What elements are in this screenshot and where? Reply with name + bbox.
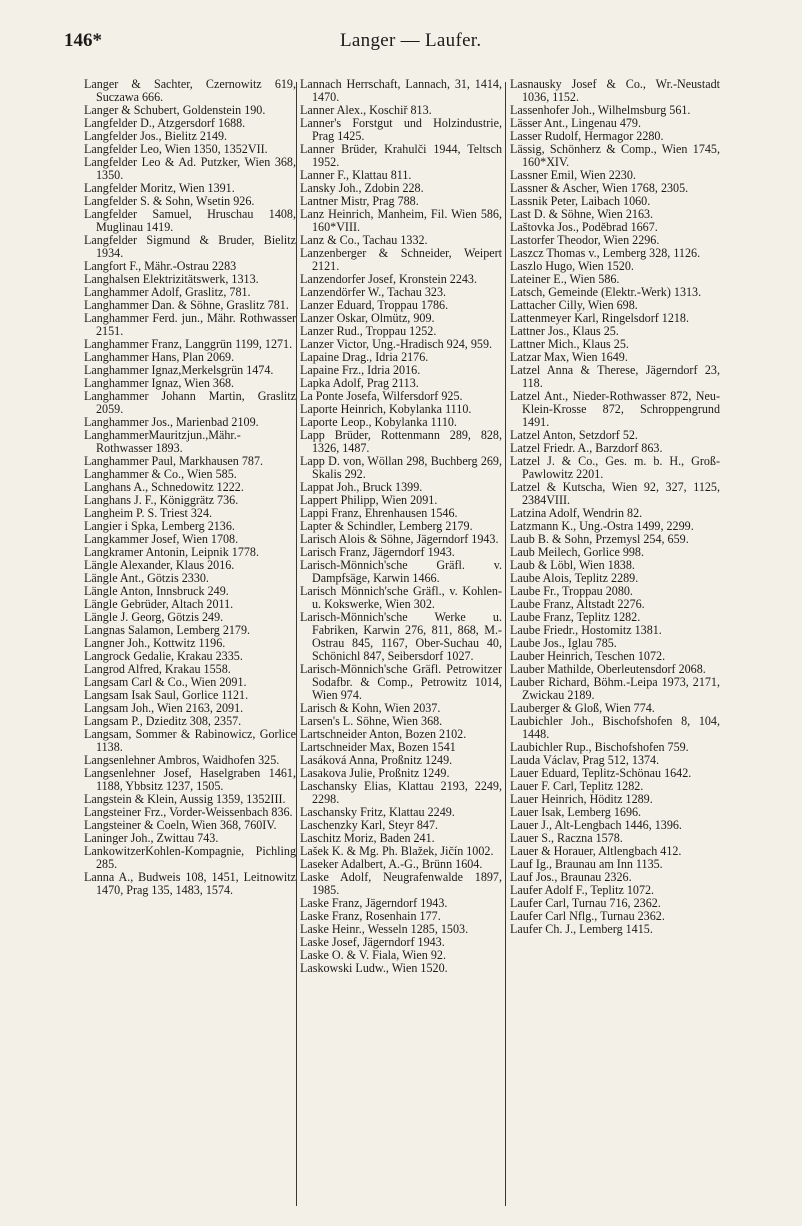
directory-entry: Langsenlehner Ambros, Waidhofen 325. bbox=[84, 753, 280, 767]
directory-entry: Lauf Jos., Braunau 2326. bbox=[510, 870, 632, 884]
directory-entry: Laštovka Jos., Poděbrad 1667. bbox=[510, 220, 658, 234]
directory-entry: Längle Gebrüder, Altach 2011. bbox=[84, 597, 234, 611]
directory-entry: Lassenhofer Joh., Wilhelmsburg 561. bbox=[510, 103, 691, 117]
directory-entry: Langrod Alfred, Krakau 1558. bbox=[84, 662, 231, 676]
directory-entry: Längle Alexander, Klaus 2016. bbox=[84, 558, 235, 572]
directory-entry: Lasáková Anna, Proßnitz 1249. bbox=[300, 753, 453, 767]
directory-entry: Laseker Adalbert, A.-G., Brünn 1604. bbox=[300, 857, 483, 871]
directory-entry: Langhans J. F., Königgrätz 736. bbox=[84, 493, 239, 507]
directory-entry: Latzel Anton, Setzdorf 52. bbox=[510, 428, 638, 442]
directory-entry: Laube Fr., Troppau 2080. bbox=[510, 584, 633, 598]
directory-entry: Latzmann K., Ung.-Ostra 1499, 2299. bbox=[510, 519, 694, 533]
directory-entry: Latzel Friedr. A., Barzdorf 863. bbox=[510, 441, 663, 455]
directory-entry: Lauberger & Gloß, Wien 774. bbox=[510, 701, 655, 715]
directory-entry: Langfelder Sigmund & Bruder, Bielitz 1934. bbox=[84, 233, 296, 260]
directory-entry: Lannach Herrschaft, Lannach, 31, 1414, 1470. bbox=[300, 78, 502, 104]
directory-entry: Langhammer Ferd. jun., Mähr. Rothwasser 2151. bbox=[84, 311, 296, 338]
directory-entry: Langnas Salamon, Lemberg 2179. bbox=[84, 623, 251, 637]
directory-entry: Lauer Isak, Lemberg 1696. bbox=[510, 805, 642, 819]
directory-entry: Latzina Adolf, Wendrin 82. bbox=[510, 506, 643, 520]
directory-entry: Laporte Heinrich, Kobylanka 1110. bbox=[300, 402, 472, 416]
directory-entry: Lauber Richard, Böhm.-Leipa 1973, 2171, Zwickau 2189. bbox=[510, 675, 720, 702]
directory-entry: Langner Joh., Kottwitz 1196. bbox=[84, 636, 226, 650]
column-1 bbox=[84, 78, 296, 1208]
directory-entry: LankowitzerKohlen-Kompagnie, Pichling 285. bbox=[84, 844, 296, 871]
directory-entry: Laschenzky Karl, Steyr 847. bbox=[300, 818, 439, 832]
directory-entry: Lanzer Victor, Ung.-Hradisch 924, 959. bbox=[300, 337, 493, 351]
directory-entry: Lanner Brüder, Krahulči 1944, Teltsch 1952. bbox=[300, 142, 502, 169]
directory-entry: Langsam Joh., Wien 2163, 2091. bbox=[84, 701, 244, 715]
directory-entry: Larisch-Mönnich'sche Werke u. Fabriken, Karwin 276, 811, 868, M.-Ostrau 845, 1167, Ober-Suchau 40, Schönichl 847, Seibersdorf 1027. bbox=[300, 610, 502, 663]
directory-entry: Lattacher Cilly, Wien 698. bbox=[510, 298, 638, 312]
directory-entry: Langhammer Franz, Langgrün 1199, 1271. bbox=[84, 337, 293, 351]
directory-entry: Larisch & Kohn, Wien 2037. bbox=[300, 701, 441, 715]
directory-entry: Lauber Heinrich, Teschen 1072. bbox=[510, 649, 666, 663]
directory-entry: Lauer J., Alt-Lengbach 1446, 1396. bbox=[510, 818, 682, 832]
directory-entry: Larisch Franz, Jägerndorf 1943. bbox=[300, 545, 455, 559]
directory-entry: Lanz Heinrich, Manheim, Fil. Wien 586, 160*VIII. bbox=[300, 207, 502, 234]
directory-entry: Laufer Carl Nflg., Turnau 2362. bbox=[510, 909, 665, 923]
directory-entry: Lanzendorfer Josef, Kronstein 2243. bbox=[300, 272, 477, 286]
directory-entry: Lanzendörfer W., Tachau 323. bbox=[300, 285, 447, 299]
column-divider bbox=[296, 82, 297, 1206]
directory-entry: Langfelder S. & Sohn, Wsetin 926. bbox=[84, 194, 255, 208]
directory-entry: Lattner Jos., Klaus 25. bbox=[510, 324, 619, 338]
directory-entry: Langhammer Ignaz, Wien 368. bbox=[84, 376, 235, 390]
directory-entry: Latzel J. & Co., Ges. m. b. H., Groß-Pawlowitz 2201. bbox=[510, 454, 720, 481]
directory-entry: Lanna A., Budweis 108, 1451, Leitnowitz 1470, Prag 135, 1483, 1574. bbox=[84, 870, 296, 897]
directory-entry: Lanzer Eduard, Troppau 1786. bbox=[300, 298, 449, 312]
directory-entry: Lateiner E., Wien 586. bbox=[510, 272, 620, 286]
directory-entry: Lassner & Ascher, Wien 1768, 2305. bbox=[510, 181, 689, 195]
directory-entry: Lauer Heinrich, Höditz 1289. bbox=[510, 792, 653, 806]
page-header bbox=[0, 30, 802, 58]
directory-entry: Laske Heinr., Wesseln 1285, 1503. bbox=[300, 922, 469, 936]
directory-entry: Längle J. Georg, Götzis 249. bbox=[84, 610, 224, 624]
directory-entry: Langer & Schubert, Goldenstein 190. bbox=[84, 103, 266, 117]
directory-entry: Lanz & Co., Tachau 1332. bbox=[300, 233, 428, 247]
directory-entry: Langsam Isak Saul, Gorlice 1121. bbox=[84, 688, 249, 702]
directory-entry: Lastorfer Theodor, Wien 2296. bbox=[510, 233, 660, 247]
directory-entry: LanghammerMauritzjun.,Mähr.-Rothwasser 1893. bbox=[84, 428, 241, 455]
directory-entry: Lauer F. Carl, Teplitz 1282. bbox=[510, 779, 644, 793]
directory-entry: Lantner Mistr, Prag 788. bbox=[300, 194, 419, 208]
directory-entry: Lauer Eduard, Teplitz-Schönau 1642. bbox=[510, 766, 692, 780]
directory-entry: Laske O. & V. Fiala, Wien 92. bbox=[300, 948, 446, 962]
directory-entry: Lässer Ant., Lingenau 479. bbox=[510, 116, 641, 130]
column-3 bbox=[510, 78, 720, 1208]
directory-entry: Lauer & Horauer, Altlengbach 412. bbox=[510, 844, 682, 858]
directory-entry: La Ponte Josefa, Wilfersdorf 925. bbox=[300, 389, 463, 403]
directory-entry: Lansky Joh., Zdobin 228. bbox=[300, 181, 424, 195]
directory-entry: Längle Ant., Götzis 2330. bbox=[84, 571, 209, 585]
directory-entry: Latzar Max, Wien 1649. bbox=[510, 350, 628, 364]
directory-entry: Langhammer Dan. & Söhne, Graslitz 781. bbox=[84, 298, 289, 312]
directory-entry: Lanzer Oskar, Olmütz, 909. bbox=[300, 311, 435, 325]
directory-entry: Lattenmeyer Karl, Ringelsdorf 1218. bbox=[510, 311, 690, 325]
directory-entry: Lauda Václav, Prag 512, 1374. bbox=[510, 753, 660, 767]
directory-entry: Laschansky Fritz, Klattau 2249. bbox=[300, 805, 455, 819]
directory-entry: Langhalsen Elektrizitätswerk, 1313. bbox=[84, 272, 259, 286]
directory-entry: Langhammer Johann Martin, Graslitz 2059. bbox=[84, 389, 296, 416]
directory-entry: Langhans A., Schnedowitz 1222. bbox=[84, 480, 244, 494]
directory-entry: Lanzenberger & Schneider, Weipert 2121. bbox=[300, 246, 502, 273]
directory-entry: Langheim P. S. Triest 324. bbox=[84, 506, 213, 520]
directory-entry: Laschitz Moriz, Baden 241. bbox=[300, 831, 435, 845]
directory-entry: Latsch, Gemeinde (Elektr.-Werk) 1313. bbox=[510, 285, 702, 299]
directory-entry: Langier i Spka, Lemberg 2136. bbox=[84, 519, 235, 533]
directory-entry: Lassner Emil, Wien 2230. bbox=[510, 168, 636, 182]
column-2 bbox=[300, 78, 502, 1208]
directory-entry: Lasnausky Josef & Co., Wr.-Neustadt 1036, 1152. bbox=[510, 78, 720, 104]
directory-entry: Lapka Adolf, Prag 2113. bbox=[300, 376, 419, 390]
directory-entry: Laske Franz, Jägerndorf 1943. bbox=[300, 896, 448, 910]
directory-entry: Lassnik Peter, Laibach 1060. bbox=[510, 194, 651, 208]
directory-entry: Langhammer Jos., Marienbad 2109. bbox=[84, 415, 259, 429]
directory-entry: Langfelder Leo & Ad. Putzker, Wien 368, 1350. bbox=[84, 155, 296, 182]
directory-entry: Lauf Ig., Braunau am Inn 1135. bbox=[510, 857, 663, 871]
directory-entry: Langhammer Hans, Plan 2069. bbox=[84, 350, 235, 364]
directory-entry: Laubichler Rup., Bischofshofen 759. bbox=[510, 740, 689, 754]
directory-entry: Lapter & Schindler, Lemberg 2179. bbox=[300, 519, 473, 533]
directory-entry: Larisch Mönnich'sche Gräfl., v. Kohlen- u. Kokswerke, Wien 302. bbox=[300, 584, 502, 611]
directory-entry: Lappi Franz, Ehrenhausen 1546. bbox=[300, 506, 458, 520]
directory-entry: Lapaine Frz., Idria 2016. bbox=[300, 363, 421, 377]
directory-entry: Laube Alois, Teplitz 2289. bbox=[510, 571, 639, 585]
directory-entry: Laske Josef, Jägerndorf 1943. bbox=[300, 935, 445, 949]
directory-entry: Lässig, Schönherz & Comp., Wien 1745, 160*XIV. bbox=[510, 142, 720, 169]
directory-entry: Langsam, Sommer & Rabinowicz, Gorlice 1138. bbox=[84, 727, 296, 754]
directory-entry: Lappert Philipp, Wien 2091. bbox=[300, 493, 438, 507]
directory-entry: Larisch Alois & Söhne, Jägerndorf 1943. bbox=[300, 532, 499, 546]
directory-entry: Laporte Leop., Kobylanka 1110. bbox=[300, 415, 457, 429]
directory-entry: Langfelder Samuel, Hruschau 1408, Muglinau 1419. bbox=[84, 207, 296, 234]
directory-entry: Laube Franz, Altstadt 2276. bbox=[510, 597, 645, 611]
directory-entry: Langhammer Ignaz,Merkelsgrün 1474. bbox=[84, 363, 274, 377]
directory-entry: Langfort F., Mähr.-Ostrau 2283 bbox=[84, 259, 237, 273]
directory-entry: Last D. & Söhne, Wien 2163. bbox=[510, 207, 654, 221]
directory-entry: Längle Anton, Innsbruck 249. bbox=[84, 584, 229, 598]
directory-entry: Lasakova Julie, Proßnitz 1249. bbox=[300, 766, 450, 780]
directory-entry: Lappat Joh., Bruck 1399. bbox=[300, 480, 423, 494]
directory-entry: Larisch-Mönnich'sche Gräfl. Petrowitzer Sodafbr. & Comp., Petrowitz 1014, Wien 974. bbox=[300, 662, 502, 702]
directory-entry: Lasser Rudolf, Hermagor 2280. bbox=[510, 129, 664, 143]
page-number: 146* bbox=[64, 30, 102, 51]
directory-entry: Langhammer Adolf, Graslitz, 781. bbox=[84, 285, 251, 299]
directory-entry: Laub Meilech, Gorlice 998. bbox=[510, 545, 644, 559]
directory-entry: Lašek K. & Mg. Ph. Blažek, Jičín 1002. bbox=[300, 844, 494, 858]
directory-entry: Larsen's L. Söhne, Wien 368. bbox=[300, 714, 443, 728]
directory-entry: Lapp Brüder, Rottenmann 289, 828, 1326, 1487. bbox=[300, 428, 502, 455]
directory-entry: Larisch-Mönnich'sche Gräfl. v. Dampfsäge, Karwin 1466. bbox=[300, 558, 502, 585]
directory-entry: Laufer Adolf F., Teplitz 1072. bbox=[510, 883, 655, 897]
directory-entry: Lanner's Forstgut und Holzindustrie, Prag 1425. bbox=[300, 116, 502, 143]
directory-entry: Laufer Carl, Turnau 716, 2362. bbox=[510, 896, 661, 910]
directory-entry: Latzel & Kutscha, Wien 92, 327, 1125, 2384VIII. bbox=[510, 480, 720, 507]
directory-entry: Langer & Sachter, Czernowitz 619, Suczawa 666. bbox=[84, 78, 296, 104]
directory-entry: Lapaine Drag., Idria 2176. bbox=[300, 350, 429, 364]
directory-entry: Langfelder Jos., Bielitz 2149. bbox=[84, 129, 228, 143]
directory-entry: Laub B. & Sohn, Przemysl 254, 659. bbox=[510, 532, 689, 546]
directory-entry: Laufer Ch. J., Lemberg 1415. bbox=[510, 922, 653, 936]
directory-entry: Lanner F., Klattau 811. bbox=[300, 168, 412, 182]
directory-entry: Laskowski Ludw., Wien 1520. bbox=[300, 961, 448, 975]
directory-entry: Langsenlehner Josef, Haselgraben 1461, 1188, Ybbsitz 1237, 1505. bbox=[84, 766, 296, 793]
directory-entry: Langkammer Josef, Wien 1708. bbox=[84, 532, 239, 546]
directory-entry: Lattner Mich., Klaus 25. bbox=[510, 337, 629, 351]
directory-entry: Laub & Löbl, Wien 1838. bbox=[510, 558, 635, 572]
directory-entry: Langkramer Antonin, Leipnik 1778. bbox=[84, 545, 259, 559]
directory-entry: Langstein & Klein, Aussig 1359, 1352III. bbox=[84, 792, 286, 806]
column-divider bbox=[505, 82, 506, 1206]
directory-entry: Latzel Anna & Therese, Jägerndorf 23, 118. bbox=[510, 363, 720, 390]
directory-entry: Lartschneider Anton, Bozen 2102. bbox=[300, 727, 467, 741]
directory-entry: Laube Jos., Iglau 785. bbox=[510, 636, 617, 650]
directory-entry: Laske Franz, Rosenhain 177. bbox=[300, 909, 441, 923]
directory-entry: Laske Adolf, Neugrafenwalde 1897, 1985. bbox=[300, 870, 502, 897]
directory-entry: Lauer S., Raczna 1578. bbox=[510, 831, 623, 845]
directory-entry: Langrock Gedalie, Krakau 2335. bbox=[84, 649, 243, 663]
directory-entry: Langfelder D., Atzgersdorf 1688. bbox=[84, 116, 246, 130]
directory-entry: Langsteiner Frz., Vorder-Weissenbach 836. bbox=[84, 805, 293, 819]
directory-entry: Langsam Carl & Co., Wien 2091. bbox=[84, 675, 247, 689]
directory-entry: Lanner Alex., Koschiř 813. bbox=[300, 103, 432, 117]
directory-entry: Laschansky Elias, Klattau 2193, 2249, 2298. bbox=[300, 779, 502, 806]
directory-entry: Latzel Ant., Nieder-Rothwasser 872, Neu-Klein-Krosse 872, Schroppengrund 1491. bbox=[510, 389, 720, 429]
directory-entry: Langfelder Leo, Wien 1350, 1352VII. bbox=[84, 142, 268, 156]
directory-entry: Lanzer Rud., Troppau 1252. bbox=[300, 324, 437, 338]
directory-entry: Langhammer Paul, Markhausen 787. bbox=[84, 454, 264, 468]
directory-entry: Laube Friedr., Hostomitz 1381. bbox=[510, 623, 662, 637]
directory-entry: Laubichler Joh., Bischofshofen 8, 104, 1448. bbox=[510, 714, 720, 741]
directory-entry: Laszcz Thomas v., Lemberg 328, 1126. bbox=[510, 246, 701, 260]
running-title: Langer — Laufer. bbox=[340, 30, 482, 51]
directory-entry: Laszlo Hugo, Wien 1520. bbox=[510, 259, 634, 273]
directory-entry: Lauber Mathilde, Oberleutensdorf 2068. bbox=[510, 662, 706, 676]
directory-entry: Laninger Joh., Zwittau 743. bbox=[84, 831, 219, 845]
directory-entry: Laube Franz, Teplitz 1282. bbox=[510, 610, 641, 624]
directory-entry: Langfelder Moritz, Wien 1391. bbox=[84, 181, 235, 195]
directory-entry: Langhammer & Co., Wien 585. bbox=[84, 467, 237, 481]
directory-entry: Lartschneider Max, Bozen 1541 bbox=[300, 740, 456, 754]
directory-entry: Lapp D. von, Wöllan 298, Buchberg 269, Skalis 292. bbox=[300, 454, 502, 481]
directory-entry: Langsteiner & Coeln, Wien 368, 760IV. bbox=[84, 818, 277, 832]
directory-entry: Langsam P., Dzieditz 308, 2357. bbox=[84, 714, 242, 728]
